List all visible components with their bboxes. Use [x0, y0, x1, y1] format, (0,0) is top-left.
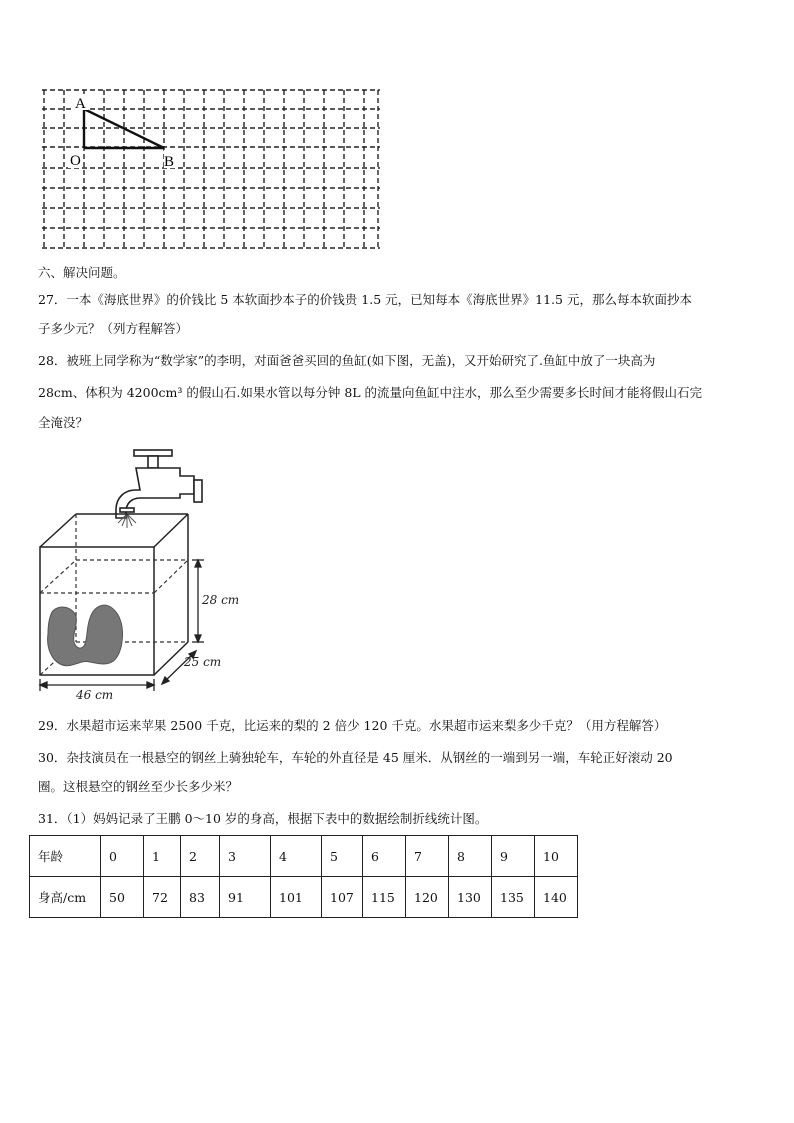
age-cell: 3 [220, 836, 271, 877]
q28-line2: 28cm、体积为 4200cm³ 的假山石.如果水管以每分钟 8L 的流量向鱼缸中注水，那么至少需要多长时间才能将假山石完 [38, 385, 703, 400]
point-o-label: O [70, 153, 81, 169]
depth-label: 25 cm [184, 655, 222, 669]
height-cell: 72 [144, 877, 181, 918]
q30-line1: 30．杂技演员在一根悬空的钢丝上骑独轮车，车轮的外直径是 45 厘米．从钢丝的一端到另一端，车轮正好滚动 20 [38, 750, 673, 765]
q28-line3: 全淹没？ [38, 415, 89, 430]
height-cell: 140 [535, 877, 578, 918]
height-cell: 91 [220, 877, 271, 918]
age-cell: 4 [271, 836, 322, 877]
faucet-icon [116, 450, 202, 518]
table-header-age: 年龄 [30, 836, 101, 877]
height-data-table [29, 835, 578, 918]
q30-line2: 圈。这根悬空的钢丝至少长多少米？ [38, 779, 239, 794]
q28-line1: 28．被班上同学称为“数学家”的李明，对面爸爸买回的鱼缸(如下图，无盖)，又开始研究了.鱼缸中放了一块高为 [38, 353, 656, 368]
height-cell: 120 [406, 877, 449, 918]
age-cell: 6 [363, 836, 406, 877]
age-cell: 9 [492, 836, 535, 877]
height-cell: 135 [492, 877, 535, 918]
q29-line1: 29．水果超市运来苹果 2500 千克，比运来的梨的 2 倍少 120 千克。水果超市运来梨多少千克？（用方程解答） [38, 718, 667, 733]
grid-triangle-figure [40, 88, 382, 250]
section-title: 六、解决问题。 [38, 265, 126, 280]
width-label: 46 cm [76, 688, 114, 702]
table-header-height: 身高/cm [30, 877, 101, 918]
point-a-label: A [75, 96, 86, 112]
height-cell: 50 [101, 877, 144, 918]
height-label: 28 cm [202, 593, 240, 607]
age-cell: 1 [144, 836, 181, 877]
height-cell: 83 [181, 877, 220, 918]
q31-intro: 31．（1）妈妈记录了王鹏 0～10 岁的身高，根据下表中的数据绘制折线统计图。 [38, 811, 488, 826]
age-cell: 5 [322, 836, 363, 877]
age-cell: 10 [535, 836, 578, 877]
fish-tank-figure [36, 446, 256, 704]
rock-shape [48, 605, 123, 665]
table-row-age [30, 836, 578, 877]
age-cell: 0 [101, 836, 144, 877]
height-cell: 101 [271, 877, 322, 918]
age-cell: 8 [449, 836, 492, 877]
q27-line1: 27．一本《海底世界》的价钱比 5 本软面抄本子的价钱贵 1.5 元，已知每本《海底世界》11.5 元，那么每本软面抄本 [38, 292, 692, 307]
height-cell: 130 [449, 877, 492, 918]
height-cell: 115 [363, 877, 406, 918]
height-cell: 107 [322, 877, 363, 918]
age-cell: 2 [181, 836, 220, 877]
q27-line2: 子多少元？（列方程解答） [38, 321, 189, 336]
age-cell: 7 [406, 836, 449, 877]
point-b-label: B [164, 154, 175, 170]
table-row-height [30, 877, 578, 918]
